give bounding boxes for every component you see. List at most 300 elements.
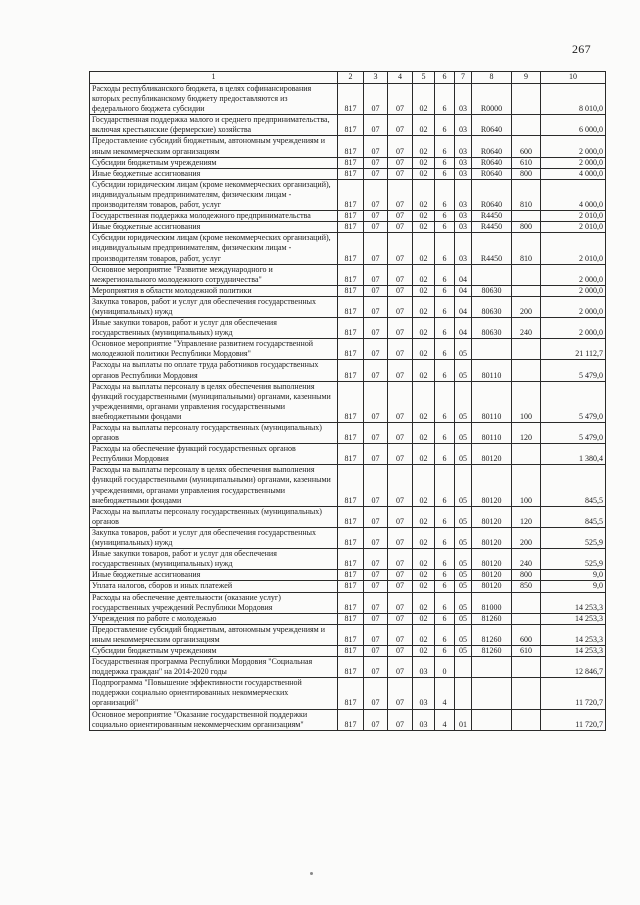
row-code-c3: 07: [364, 423, 388, 444]
row-code-c6: 6: [435, 285, 455, 296]
row-code-c4: 07: [388, 592, 413, 613]
row-code-c3: 07: [364, 444, 388, 465]
row-code-c6: 6: [435, 296, 455, 317]
row-code-c5: 02: [413, 381, 435, 422]
row-code-c8: 80120: [472, 465, 512, 506]
row-code-c7: 03: [455, 157, 472, 168]
row-code-c4: 07: [388, 581, 413, 592]
row-code-c5: 02: [413, 179, 435, 210]
row-code-c9: 610: [512, 157, 541, 168]
row-code-c4: 07: [388, 115, 413, 136]
row-code-c2: 817: [338, 233, 364, 264]
row-code-c6: 6: [435, 318, 455, 339]
row-code-c6: 6: [435, 592, 455, 613]
row-code-c7: 04: [455, 285, 472, 296]
row-code-c5: 02: [413, 264, 435, 285]
row-code-c5: 02: [413, 645, 435, 656]
row-amount: 9,0: [541, 581, 606, 592]
row-code-c7: 05: [455, 592, 472, 613]
row-code-c3: 07: [364, 549, 388, 570]
row-code-c9: [512, 709, 541, 730]
row-code-c5: 02: [413, 318, 435, 339]
row-code-c2: 817: [338, 549, 364, 570]
row-code-c9: 810: [512, 233, 541, 264]
row-code-c6: 0: [435, 657, 455, 678]
row-amount: 5 479,0: [541, 423, 606, 444]
row-description: Основное мероприятие "Оказание государственной поддержки социально ориентированным некоммерческим организациям": [90, 709, 338, 730]
row-code-c6: 6: [435, 211, 455, 222]
row-code-c3: 07: [364, 285, 388, 296]
row-description: Государственная поддержка молодежного предпринимательства: [90, 211, 338, 222]
row-code-c2: 817: [338, 115, 364, 136]
row-code-c7: 04: [455, 264, 472, 285]
header-cell: 1: [90, 72, 338, 84]
row-code-c9: 200: [512, 296, 541, 317]
row-code-c2: 817: [338, 157, 364, 168]
row-code-c4: 07: [388, 624, 413, 645]
row-code-c4: 07: [388, 645, 413, 656]
row-code-c7: 05: [455, 549, 472, 570]
row-code-c5: 02: [413, 136, 435, 157]
row-amount: 4 000,0: [541, 179, 606, 210]
row-code-c5: 02: [413, 613, 435, 624]
row-code-c6: 6: [435, 506, 455, 527]
row-code-c7: 05: [455, 527, 472, 548]
table-row: [90, 570, 606, 581]
table-row: [90, 285, 606, 296]
row-code-c9: [512, 678, 541, 709]
row-code-c4: 07: [388, 264, 413, 285]
row-code-c2: 817: [338, 709, 364, 730]
row-code-c8: 80120: [472, 549, 512, 570]
row-code-c6: 6: [435, 527, 455, 548]
table-row: [90, 168, 606, 179]
row-code-c5: 02: [413, 233, 435, 264]
row-code-c6: 6: [435, 157, 455, 168]
row-code-c4: 07: [388, 157, 413, 168]
row-amount: 8 010,0: [541, 84, 606, 115]
row-code-c4: 07: [388, 339, 413, 360]
row-amount: 2 010,0: [541, 211, 606, 222]
table-row: [90, 592, 606, 613]
row-code-c8: 81260: [472, 613, 512, 624]
table-row: [90, 423, 606, 444]
row-code-c5: 02: [413, 115, 435, 136]
row-code-c9: 850: [512, 581, 541, 592]
row-amount: 11 720,7: [541, 709, 606, 730]
row-code-c7: 05: [455, 506, 472, 527]
row-code-c9: 240: [512, 549, 541, 570]
row-description: Закупка товаров, работ и услуг для обеспечения государственных (муниципальных) нужд: [90, 527, 338, 548]
row-code-c7: 05: [455, 613, 472, 624]
table-row: [90, 645, 606, 656]
row-code-c6: 6: [435, 581, 455, 592]
row-code-c3: 07: [364, 592, 388, 613]
row-description: Иные бюджетные ассигнования: [90, 570, 338, 581]
row-code-c7: 05: [455, 570, 472, 581]
header-cell: 8: [472, 72, 512, 84]
row-code-c2: 817: [338, 296, 364, 317]
row-code-c9: [512, 84, 541, 115]
row-code-c4: 07: [388, 222, 413, 233]
row-amount: 4 000,0: [541, 168, 606, 179]
row-code-c8: R0000: [472, 84, 512, 115]
row-code-c6: 6: [435, 570, 455, 581]
row-code-c2: 817: [338, 423, 364, 444]
row-code-c7: 01: [455, 709, 472, 730]
table-row: [90, 360, 606, 381]
table-row: [90, 444, 606, 465]
row-code-c2: 817: [338, 657, 364, 678]
table-row: [90, 84, 606, 115]
row-code-c7: 05: [455, 465, 472, 506]
row-code-c5: 02: [413, 549, 435, 570]
row-amount: 845,5: [541, 465, 606, 506]
row-code-c8: 80120: [472, 506, 512, 527]
row-code-c2: 817: [338, 527, 364, 548]
row-code-c4: 07: [388, 444, 413, 465]
row-code-c3: 07: [364, 318, 388, 339]
row-code-c7: 03: [455, 211, 472, 222]
row-code-c5: 02: [413, 84, 435, 115]
row-code-c7: 03: [455, 84, 472, 115]
table-row: [90, 222, 606, 233]
row-code-c4: 07: [388, 678, 413, 709]
row-amount: 11 720,7: [541, 678, 606, 709]
row-code-c6: 6: [435, 233, 455, 264]
row-code-c4: 07: [388, 318, 413, 339]
row-code-c9: 800: [512, 168, 541, 179]
row-code-c7: 05: [455, 645, 472, 656]
table-row: [90, 465, 606, 506]
row-code-c6: 6: [435, 115, 455, 136]
row-code-c5: 02: [413, 506, 435, 527]
row-code-c5: 02: [413, 570, 435, 581]
row-code-c7: 05: [455, 360, 472, 381]
row-code-c9: 240: [512, 318, 541, 339]
row-code-c3: 07: [364, 581, 388, 592]
row-code-c6: 6: [435, 423, 455, 444]
row-code-c8: 80630: [472, 318, 512, 339]
row-amount: 2 000,0: [541, 136, 606, 157]
header-cell: 3: [364, 72, 388, 84]
row-code-c8: R4450: [472, 233, 512, 264]
table-row: [90, 115, 606, 136]
row-code-c5: 02: [413, 360, 435, 381]
row-code-c7: 05: [455, 339, 472, 360]
row-code-c2: 817: [338, 570, 364, 581]
row-code-c4: 07: [388, 136, 413, 157]
row-code-c9: [512, 264, 541, 285]
row-code-c2: 817: [338, 285, 364, 296]
row-code-c2: 817: [338, 318, 364, 339]
row-code-c3: 07: [364, 613, 388, 624]
row-description: Иные бюджетные ассигнования: [90, 222, 338, 233]
row-code-c8: R0640: [472, 157, 512, 168]
row-amount: 2 010,0: [541, 233, 606, 264]
row-description: Расходы на выплаты персоналу государственных (муниципальных) органов: [90, 506, 338, 527]
row-code-c6: 6: [435, 613, 455, 624]
row-code-c3: 07: [364, 296, 388, 317]
row-description: Государственная поддержка малого и среднего предпринимательства, включая крестьянские (фермерские) хозяйства: [90, 115, 338, 136]
row-description: Расходы на выплаты по оплате труда работников государственных органов Республики Мордовия: [90, 360, 338, 381]
table-row: [90, 211, 606, 222]
row-code-c5: 02: [413, 168, 435, 179]
row-amount: 14 253,3: [541, 645, 606, 656]
table-row: [90, 381, 606, 422]
row-description: Предоставление субсидий бюджетным, автономным учреждениям и иным некоммерческим организациям: [90, 624, 338, 645]
row-code-c4: 07: [388, 423, 413, 444]
row-amount: 845,5: [541, 506, 606, 527]
row-code-c2: 817: [338, 84, 364, 115]
row-code-c5: 02: [413, 296, 435, 317]
row-code-c8: 80110: [472, 381, 512, 422]
row-code-c7: 03: [455, 168, 472, 179]
row-code-c2: 817: [338, 506, 364, 527]
row-code-c5: 02: [413, 423, 435, 444]
row-code-c7: 05: [455, 381, 472, 422]
row-description: Расходы республиканского бюджета, в целях софинансирования которых республиканскому бюджету предоставляются из федерального бюджета субсидии: [90, 84, 338, 115]
row-code-c3: 07: [364, 645, 388, 656]
table-row: [90, 296, 606, 317]
row-code-c6: 6: [435, 549, 455, 570]
row-code-c3: 07: [364, 678, 388, 709]
row-code-c6: 6: [435, 645, 455, 656]
row-code-c2: 817: [338, 465, 364, 506]
row-code-c3: 07: [364, 179, 388, 210]
row-code-c4: 07: [388, 657, 413, 678]
row-code-c4: 07: [388, 506, 413, 527]
table-row: [90, 179, 606, 210]
row-description: Субсидии бюджетным учреждениям: [90, 157, 338, 168]
row-code-c7: 05: [455, 581, 472, 592]
row-code-c6: 6: [435, 136, 455, 157]
row-code-c5: 02: [413, 444, 435, 465]
row-amount: 12 846,7: [541, 657, 606, 678]
row-description: Основное мероприятие "Развитие международного и межрегионального молодежного сотрудничества": [90, 264, 338, 285]
row-code-c7: 03: [455, 179, 472, 210]
row-amount: 14 253,3: [541, 613, 606, 624]
row-code-c8: R0640: [472, 168, 512, 179]
row-code-c9: [512, 211, 541, 222]
row-amount: 2 000,0: [541, 318, 606, 339]
row-amount: 5 479,0: [541, 360, 606, 381]
row-code-c9: [512, 360, 541, 381]
row-code-c3: 07: [364, 233, 388, 264]
row-amount: 2 000,0: [541, 296, 606, 317]
row-code-c9: 200: [512, 527, 541, 548]
row-code-c3: 07: [364, 624, 388, 645]
row-code-c4: 07: [388, 527, 413, 548]
table-row: [90, 678, 606, 709]
row-code-c9: 100: [512, 381, 541, 422]
row-description: Основное мероприятие "Управление развитием государственной молодежной политики Республики Мордовия": [90, 339, 338, 360]
row-code-c6: 4: [435, 709, 455, 730]
row-code-c6: 6: [435, 264, 455, 285]
row-code-c3: 07: [364, 115, 388, 136]
row-code-c8: R0640: [472, 136, 512, 157]
row-description: Субсидии бюджетным учреждениям: [90, 645, 338, 656]
row-code-c4: 07: [388, 285, 413, 296]
row-code-c5: 02: [413, 339, 435, 360]
row-code-c8: 80630: [472, 285, 512, 296]
row-code-c4: 07: [388, 549, 413, 570]
row-code-c9: [512, 285, 541, 296]
row-code-c3: 07: [364, 84, 388, 115]
row-code-c8: 81000: [472, 592, 512, 613]
row-code-c9: 800: [512, 570, 541, 581]
row-code-c4: 07: [388, 233, 413, 264]
row-code-c3: 07: [364, 360, 388, 381]
row-code-c7: 04: [455, 296, 472, 317]
row-description: Расходы на выплаты персоналу в целях обеспечения выполнения функций государственными (муниципальными) органами, казенными учреждениями, органами управления государственными внебюджетными фондами: [90, 381, 338, 422]
row-code-c4: 07: [388, 381, 413, 422]
row-code-c8: R0640: [472, 179, 512, 210]
row-code-c2: 817: [338, 444, 364, 465]
row-description: Иные бюджетные ассигнования: [90, 168, 338, 179]
row-code-c8: R4450: [472, 222, 512, 233]
row-code-c3: 07: [364, 527, 388, 548]
table-row: [90, 549, 606, 570]
table-row: [90, 527, 606, 548]
row-code-c9: 600: [512, 624, 541, 645]
row-description: Расходы на обеспечение функций государственных органов Республики Мордовия: [90, 444, 338, 465]
row-code-c8: 80630: [472, 296, 512, 317]
row-code-c7: 05: [455, 444, 472, 465]
row-code-c5: 03: [413, 709, 435, 730]
row-code-c2: 817: [338, 360, 364, 381]
row-description: Государственная программа Республики Мордовия "Социальная поддержка граждан" на 2014-2020 годы: [90, 657, 338, 678]
table-row: [90, 613, 606, 624]
row-code-c7: 05: [455, 423, 472, 444]
row-code-c9: [512, 657, 541, 678]
row-amount: 1 380,4: [541, 444, 606, 465]
row-code-c4: 07: [388, 179, 413, 210]
row-code-c6: 4: [435, 678, 455, 709]
row-code-c2: 817: [338, 168, 364, 179]
row-code-c9: 120: [512, 506, 541, 527]
row-code-c3: 07: [364, 465, 388, 506]
row-code-c2: 817: [338, 136, 364, 157]
row-code-c7: [455, 657, 472, 678]
row-code-c8: [472, 678, 512, 709]
row-code-c2: 817: [338, 613, 364, 624]
row-code-c3: 07: [364, 339, 388, 360]
page-number: 267: [572, 42, 591, 56]
row-code-c3: 07: [364, 264, 388, 285]
table-row: [90, 136, 606, 157]
row-code-c5: 03: [413, 678, 435, 709]
row-code-c3: 07: [364, 157, 388, 168]
row-code-c6: 6: [435, 339, 455, 360]
row-code-c2: 817: [338, 264, 364, 285]
row-code-c7: 03: [455, 115, 472, 136]
row-code-c9: 100: [512, 465, 541, 506]
row-code-c7: [455, 678, 472, 709]
row-code-c2: 817: [338, 592, 364, 613]
row-code-c6: 6: [435, 84, 455, 115]
table-row: [90, 233, 606, 264]
table-row: [90, 657, 606, 678]
row-code-c2: 817: [338, 222, 364, 233]
row-code-c9: 600: [512, 136, 541, 157]
row-code-c8: [472, 657, 512, 678]
row-code-c7: 04: [455, 318, 472, 339]
row-code-c5: 02: [413, 222, 435, 233]
row-amount: 9,0: [541, 570, 606, 581]
row-code-c2: 817: [338, 339, 364, 360]
row-code-c3: 07: [364, 570, 388, 581]
row-amount: 14 253,3: [541, 592, 606, 613]
row-code-c8: 80110: [472, 360, 512, 381]
row-code-c3: 07: [364, 211, 388, 222]
row-code-c6: 6: [435, 179, 455, 210]
row-code-c4: 07: [388, 709, 413, 730]
row-code-c5: 02: [413, 211, 435, 222]
row-code-c8: [472, 339, 512, 360]
row-code-c9: [512, 592, 541, 613]
row-description: Подпрограмма "Повышение эффективности государственной поддержки социально ориентированных некоммерческих организаций": [90, 678, 338, 709]
row-amount: 525,9: [541, 549, 606, 570]
row-description: Субсидии юридическим лицам (кроме некоммерческих организаций), индивидуальным предпринимателям, физическим лицам - производителям товаров, работ, услуг: [90, 179, 338, 210]
row-description: Расходы на выплаты персоналу в целях обеспечения выполнения функций государственными (муниципальными) органами, казенными учреждениями, органами управления государственными внебюджетными фондами: [90, 465, 338, 506]
row-code-c2: 817: [338, 381, 364, 422]
row-code-c5: 03: [413, 657, 435, 678]
budget-table: [89, 71, 606, 731]
row-code-c5: 02: [413, 157, 435, 168]
row-code-c2: 817: [338, 678, 364, 709]
row-code-c6: 6: [435, 222, 455, 233]
row-code-c5: 02: [413, 592, 435, 613]
row-code-c2: 817: [338, 645, 364, 656]
row-description: Учреждения по работе с молодежью: [90, 613, 338, 624]
row-code-c3: 07: [364, 657, 388, 678]
row-code-c7: 03: [455, 222, 472, 233]
row-amount: 14 253,3: [541, 624, 606, 645]
row-code-c5: 02: [413, 527, 435, 548]
header-cell: 9: [512, 72, 541, 84]
row-code-c2: 817: [338, 211, 364, 222]
row-description: Закупка товаров, работ и услуг для обеспечения государственных (муниципальных) нужд: [90, 296, 338, 317]
row-description: Уплата налогов, сборов и иных платежей: [90, 581, 338, 592]
row-amount: 2 000,0: [541, 285, 606, 296]
row-code-c6: 6: [435, 624, 455, 645]
row-code-c8: [472, 709, 512, 730]
row-code-c2: 817: [338, 624, 364, 645]
header-cell: 10: [541, 72, 606, 84]
row-amount: 5 479,0: [541, 381, 606, 422]
row-description: Предоставление субсидий бюджетным, автономным учреждениям и иным некоммерческим организациям: [90, 136, 338, 157]
header-cell: 6: [435, 72, 455, 84]
row-amount: 2 000,0: [541, 264, 606, 285]
row-code-c5: 02: [413, 465, 435, 506]
row-code-c9: [512, 339, 541, 360]
row-code-c6: 6: [435, 465, 455, 506]
table-row: [90, 506, 606, 527]
row-description: Иные закупки товаров, работ и услуг для обеспечения государственных (муниципальных) нужд: [90, 549, 338, 570]
row-code-c9: 810: [512, 179, 541, 210]
row-code-c6: 6: [435, 381, 455, 422]
row-code-c5: 02: [413, 581, 435, 592]
row-code-c4: 07: [388, 570, 413, 581]
row-code-c3: 07: [364, 709, 388, 730]
row-code-c8: 81260: [472, 645, 512, 656]
header-cell: 4: [388, 72, 413, 84]
row-code-c8: 80120: [472, 444, 512, 465]
row-code-c3: 07: [364, 506, 388, 527]
table-header-row: [90, 72, 606, 84]
table-row: [90, 709, 606, 730]
